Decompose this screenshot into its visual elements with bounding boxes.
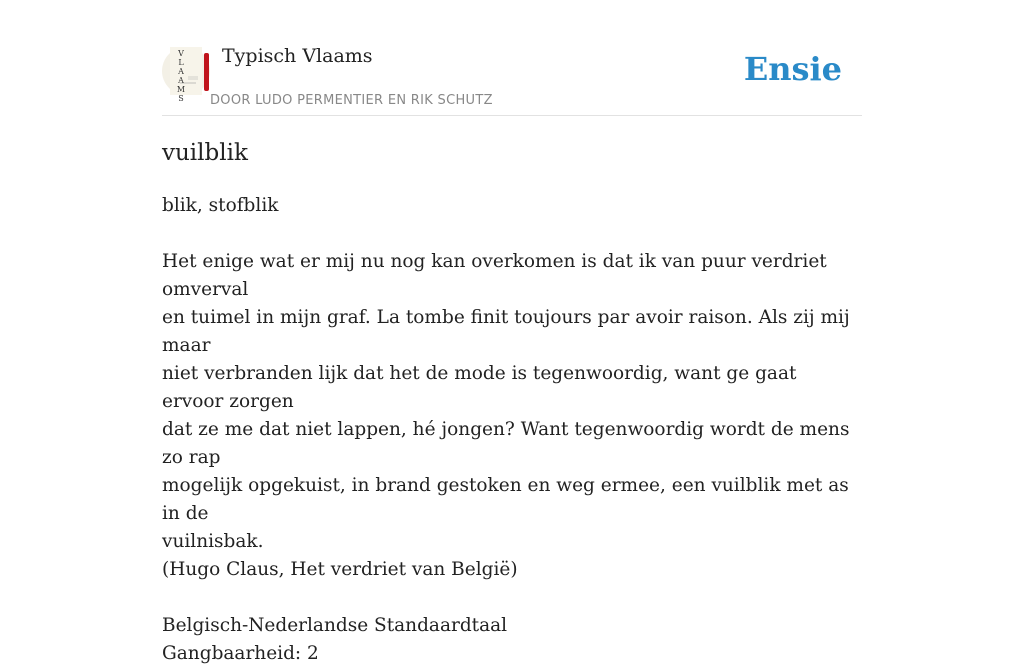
quote-line: dat ze me dat niet lappen, hé jongen? Want tegenwoordig wordt de mens zo rap — [162, 419, 850, 468]
page-container — [162, 0, 862, 664]
quote-line: vuilnisbak. — [162, 531, 264, 552]
logo-letter: M — [176, 85, 186, 94]
quote-line: niet verbranden lijk dat het de mode is tegenwoordig, want ge gaat ervoor zorgen — [162, 363, 797, 412]
paragraph-gap — [162, 220, 862, 248]
paragraph-gap — [162, 584, 862, 612]
publication-title[interactable]: Typisch Vlaams — [222, 45, 373, 67]
publication-authors: DOOR LUDO PERMENTIER EN RIK SCHUTZ — [210, 93, 493, 108]
entry-body — [162, 192, 862, 668]
logo-red-stripe — [204, 53, 209, 91]
entry-title: vuilblik — [162, 140, 248, 166]
quote-line: en tuimel in mijn graf. La tombe finit toujours par avoir raison. Als zij mij maar — [162, 307, 850, 356]
entry-synonyms: blik, stofblik — [162, 195, 279, 216]
logo-letter: L — [178, 58, 184, 67]
logo-letter: A — [178, 76, 184, 85]
quote-source: (Hugo Claus, Het verdriet van België) — [162, 559, 518, 580]
publication-logo[interactable] — [162, 47, 210, 103]
logo-letter: V — [178, 49, 184, 58]
logo-lettering — [174, 49, 188, 103]
ensie-brand-logo[interactable]: Ensie — [743, 50, 842, 88]
quote-line: Het enige wat er mij nu nog kan overkomen is dat ik van puur verdriet omverval — [162, 251, 827, 300]
quote-line: mogelijk opgekuist, in brand gestoken en weg ermee, een vuilblik met as in de — [162, 475, 849, 524]
entry-language-label: Belgisch-Nederlandse Standaardtaal — [162, 615, 508, 636]
entry-frequency-label: Gangbaarheid: 2 — [162, 643, 319, 664]
logo-letter: A — [178, 67, 184, 76]
header-divider — [162, 115, 862, 116]
logo-letter: S — [178, 94, 184, 103]
entry-quote — [162, 248, 862, 556]
